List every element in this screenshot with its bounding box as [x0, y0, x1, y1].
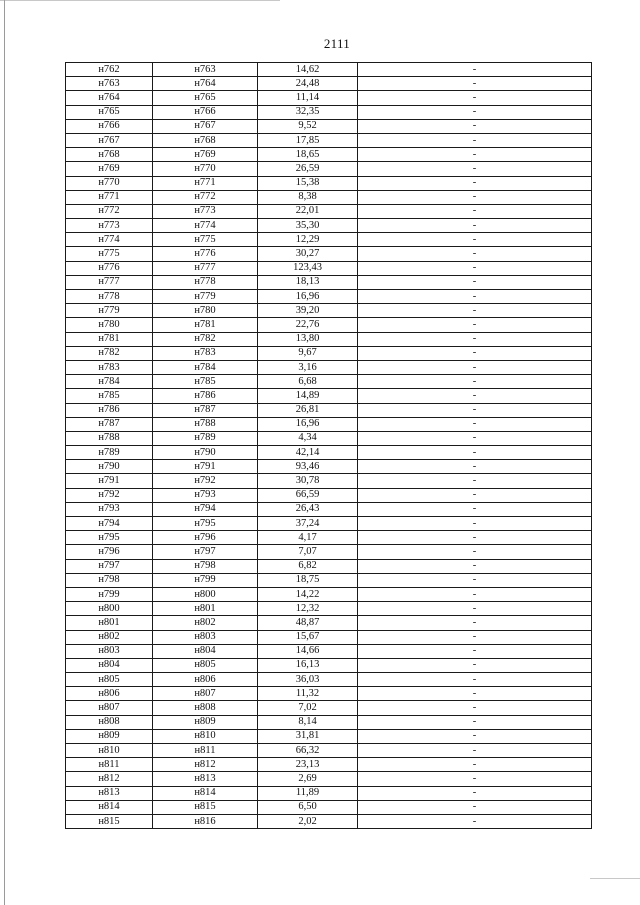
distance-cell: 3,16 [258, 360, 358, 374]
from-point-cell: н806 [66, 687, 153, 701]
note-cell: - [358, 814, 592, 828]
note-cell: - [358, 176, 592, 190]
table-row [66, 389, 592, 403]
from-point-cell: н788 [66, 431, 153, 445]
table-row [66, 630, 592, 644]
from-point-cell: н764 [66, 91, 153, 105]
to-point-cell: н815 [153, 800, 258, 814]
note-cell: - [358, 758, 592, 772]
from-point-cell: н763 [66, 77, 153, 91]
distance-cell: 14,66 [258, 644, 358, 658]
from-point-cell: н799 [66, 587, 153, 601]
to-point-cell: н764 [153, 77, 258, 91]
note-cell: - [358, 616, 592, 630]
note-cell: - [358, 630, 592, 644]
note-cell: - [358, 332, 592, 346]
note-cell: - [358, 360, 592, 374]
distance-cell: 11,32 [258, 687, 358, 701]
distance-cell: 4,17 [258, 531, 358, 545]
to-point-cell: н816 [153, 814, 258, 828]
from-point-cell: н773 [66, 219, 153, 233]
to-point-cell: н798 [153, 559, 258, 573]
distance-cell: 14,22 [258, 587, 358, 601]
distance-cell: 22,76 [258, 318, 358, 332]
table-row [66, 261, 592, 275]
distance-cell: 16,13 [258, 658, 358, 672]
distance-cell: 30,78 [258, 474, 358, 488]
to-point-cell: н811 [153, 744, 258, 758]
distance-cell: 17,85 [258, 133, 358, 147]
from-point-cell: н775 [66, 247, 153, 261]
note-cell: - [358, 446, 592, 460]
note-cell: - [358, 602, 592, 616]
distance-cell: 42,14 [258, 446, 358, 460]
table-row [66, 800, 592, 814]
table-row [66, 772, 592, 786]
scan-edge-left [4, 0, 5, 905]
table-row [66, 814, 592, 828]
from-point-cell: н782 [66, 346, 153, 360]
note-cell: - [358, 219, 592, 233]
table-row [66, 502, 592, 516]
table-row [66, 332, 592, 346]
distance-cell: 15,67 [258, 630, 358, 644]
to-point-cell: н808 [153, 701, 258, 715]
to-point-cell: н788 [153, 417, 258, 431]
table-row [66, 403, 592, 417]
note-cell: - [358, 290, 592, 304]
note-cell: - [358, 431, 592, 445]
table-row [66, 176, 592, 190]
note-cell: - [358, 502, 592, 516]
table-row [66, 304, 592, 318]
table-row [66, 63, 592, 77]
table-row [66, 587, 592, 601]
table-row [66, 786, 592, 800]
table-row [66, 162, 592, 176]
table-row [66, 701, 592, 715]
note-cell: - [358, 517, 592, 531]
distance-cell: 14,89 [258, 389, 358, 403]
table-row [66, 360, 592, 374]
to-point-cell: н771 [153, 176, 258, 190]
note-cell: - [358, 275, 592, 289]
from-point-cell: н766 [66, 119, 153, 133]
table-row [66, 559, 592, 573]
distance-cell: 4,34 [258, 431, 358, 445]
table-row [66, 133, 592, 147]
table-row [66, 687, 592, 701]
note-cell: - [358, 786, 592, 800]
from-point-cell: н787 [66, 417, 153, 431]
to-point-cell: н787 [153, 403, 258, 417]
distance-cell: 31,81 [258, 729, 358, 743]
distance-cell: 11,14 [258, 91, 358, 105]
from-point-cell: н813 [66, 786, 153, 800]
note-cell: - [358, 91, 592, 105]
to-point-cell: н768 [153, 133, 258, 147]
note-cell: - [358, 673, 592, 687]
from-point-cell: н796 [66, 545, 153, 559]
to-point-cell: н775 [153, 233, 258, 247]
table-row [66, 417, 592, 431]
to-point-cell: н776 [153, 247, 258, 261]
from-point-cell: н800 [66, 602, 153, 616]
distance-cell: 8,38 [258, 190, 358, 204]
note-cell: - [358, 261, 592, 275]
to-point-cell: н807 [153, 687, 258, 701]
from-point-cell: н797 [66, 559, 153, 573]
note-cell: - [358, 247, 592, 261]
from-point-cell: н805 [66, 673, 153, 687]
note-cell: - [358, 304, 592, 318]
to-point-cell: н785 [153, 375, 258, 389]
note-cell: - [358, 63, 592, 77]
from-point-cell: н792 [66, 488, 153, 502]
note-cell: - [358, 701, 592, 715]
table-row [66, 715, 592, 729]
note-cell: - [358, 403, 592, 417]
from-point-cell: н795 [66, 531, 153, 545]
note-cell: - [358, 559, 592, 573]
note-cell: - [358, 531, 592, 545]
from-point-cell: н786 [66, 403, 153, 417]
from-point-cell: н779 [66, 304, 153, 318]
to-point-cell: н778 [153, 275, 258, 289]
to-point-cell: н789 [153, 431, 258, 445]
from-point-cell: н774 [66, 233, 153, 247]
from-point-cell: н762 [66, 63, 153, 77]
table-row [66, 474, 592, 488]
distance-cell: 12,32 [258, 602, 358, 616]
note-cell: - [358, 729, 592, 743]
note-cell: - [358, 233, 592, 247]
distance-cell: 8,14 [258, 715, 358, 729]
to-point-cell: н784 [153, 360, 258, 374]
from-point-cell: н809 [66, 729, 153, 743]
from-point-cell: н810 [66, 744, 153, 758]
to-point-cell: н765 [153, 91, 258, 105]
table-row [66, 744, 592, 758]
table-row [66, 275, 592, 289]
from-point-cell: н765 [66, 105, 153, 119]
table-row [66, 616, 592, 630]
from-point-cell: н783 [66, 360, 153, 374]
distance-cell: 12,29 [258, 233, 358, 247]
from-point-cell: н804 [66, 658, 153, 672]
distance-cell: 18,13 [258, 275, 358, 289]
table-row [66, 346, 592, 360]
from-point-cell: н771 [66, 190, 153, 204]
table-row [66, 190, 592, 204]
table-row [66, 545, 592, 559]
from-point-cell: н776 [66, 261, 153, 275]
from-point-cell: н811 [66, 758, 153, 772]
distance-cell: 6,50 [258, 800, 358, 814]
distance-cell: 37,24 [258, 517, 358, 531]
table-row [66, 247, 592, 261]
from-point-cell: н815 [66, 814, 153, 828]
table-row [66, 488, 592, 502]
to-point-cell: н796 [153, 531, 258, 545]
from-point-cell: н791 [66, 474, 153, 488]
distance-cell: 9,67 [258, 346, 358, 360]
distance-cell: 23,13 [258, 758, 358, 772]
to-point-cell: н806 [153, 673, 258, 687]
to-point-cell: н812 [153, 758, 258, 772]
to-point-cell: н814 [153, 786, 258, 800]
distance-cell: 15,38 [258, 176, 358, 190]
to-point-cell: н786 [153, 389, 258, 403]
to-point-cell: н779 [153, 290, 258, 304]
distance-cell: 123,43 [258, 261, 358, 275]
note-cell: - [358, 346, 592, 360]
table-row [66, 148, 592, 162]
note-cell: - [358, 119, 592, 133]
table-row [66, 644, 592, 658]
distance-cell: 11,89 [258, 786, 358, 800]
note-cell: - [358, 389, 592, 403]
to-point-cell: н813 [153, 772, 258, 786]
table-row [66, 431, 592, 445]
from-point-cell: н812 [66, 772, 153, 786]
distance-cell: 14,62 [258, 63, 358, 77]
from-point-cell: н814 [66, 800, 153, 814]
table-row [66, 517, 592, 531]
scan-edge-bottom [590, 878, 640, 879]
distance-cell: 22,01 [258, 204, 358, 218]
note-cell: - [358, 644, 592, 658]
distance-cell: 18,75 [258, 573, 358, 587]
table-row [66, 758, 592, 772]
to-point-cell: н767 [153, 119, 258, 133]
distance-cell: 32,35 [258, 105, 358, 119]
table-row [66, 729, 592, 743]
to-point-cell: н800 [153, 587, 258, 601]
from-point-cell: н803 [66, 644, 153, 658]
from-point-cell: н780 [66, 318, 153, 332]
note-cell: - [358, 318, 592, 332]
to-point-cell: н799 [153, 573, 258, 587]
distance-cell: 2,69 [258, 772, 358, 786]
from-point-cell: н801 [66, 616, 153, 630]
to-point-cell: н797 [153, 545, 258, 559]
to-point-cell: н802 [153, 616, 258, 630]
from-point-cell: н767 [66, 133, 153, 147]
note-cell: - [358, 77, 592, 91]
to-point-cell: н794 [153, 502, 258, 516]
distance-cell: 36,03 [258, 673, 358, 687]
distance-cell: 7,02 [258, 701, 358, 715]
distance-cell: 26,59 [258, 162, 358, 176]
distance-cell: 13,80 [258, 332, 358, 346]
table-body [66, 63, 592, 829]
distance-cell: 35,30 [258, 219, 358, 233]
distance-cell: 2,02 [258, 814, 358, 828]
table-row [66, 375, 592, 389]
table-row [66, 233, 592, 247]
page-number: 2111 [323, 36, 351, 51]
to-point-cell: н793 [153, 488, 258, 502]
note-cell: - [358, 573, 592, 587]
to-point-cell: н791 [153, 460, 258, 474]
from-point-cell: н777 [66, 275, 153, 289]
distance-cell: 9,52 [258, 119, 358, 133]
table-row [66, 460, 592, 474]
table-row [66, 91, 592, 105]
from-point-cell: н802 [66, 630, 153, 644]
from-point-cell: н789 [66, 446, 153, 460]
from-point-cell: н785 [66, 389, 153, 403]
to-point-cell: н780 [153, 304, 258, 318]
from-point-cell: н798 [66, 573, 153, 587]
distance-cell: 66,32 [258, 744, 358, 758]
to-point-cell: н773 [153, 204, 258, 218]
note-cell: - [358, 488, 592, 502]
table-row [66, 573, 592, 587]
to-point-cell: н809 [153, 715, 258, 729]
note-cell: - [358, 133, 592, 147]
note-cell: - [358, 460, 592, 474]
note-cell: - [358, 772, 592, 786]
table-row [66, 290, 592, 304]
from-point-cell: н781 [66, 332, 153, 346]
note-cell: - [358, 148, 592, 162]
from-point-cell: н772 [66, 204, 153, 218]
table-row [66, 77, 592, 91]
note-cell: - [358, 190, 592, 204]
from-point-cell: н807 [66, 701, 153, 715]
to-point-cell: н790 [153, 446, 258, 460]
from-point-cell: н794 [66, 517, 153, 531]
from-point-cell: н770 [66, 176, 153, 190]
to-point-cell: н805 [153, 658, 258, 672]
to-point-cell: н774 [153, 219, 258, 233]
from-point-cell: н784 [66, 375, 153, 389]
distance-cell: 16,96 [258, 290, 358, 304]
to-point-cell: н801 [153, 602, 258, 616]
table-row [66, 318, 592, 332]
from-point-cell: н808 [66, 715, 153, 729]
distance-cell: 6,82 [258, 559, 358, 573]
to-point-cell: н803 [153, 630, 258, 644]
to-point-cell: н810 [153, 729, 258, 743]
to-point-cell: н770 [153, 162, 258, 176]
to-point-cell: н763 [153, 63, 258, 77]
note-cell: - [358, 162, 592, 176]
to-point-cell: н769 [153, 148, 258, 162]
note-cell: - [358, 800, 592, 814]
scan-edge-top [0, 0, 280, 1]
distance-cell: 26,81 [258, 403, 358, 417]
table-row [66, 602, 592, 616]
to-point-cell: н795 [153, 517, 258, 531]
note-cell: - [358, 744, 592, 758]
to-point-cell: н777 [153, 261, 258, 275]
note-cell: - [358, 375, 592, 389]
boundary-segments-table [65, 62, 592, 829]
table-row [66, 658, 592, 672]
note-cell: - [358, 545, 592, 559]
to-point-cell: н766 [153, 105, 258, 119]
to-point-cell: н772 [153, 190, 258, 204]
distance-cell: 18,65 [258, 148, 358, 162]
distance-cell: 7,07 [258, 545, 358, 559]
note-cell: - [358, 587, 592, 601]
note-cell: - [358, 658, 592, 672]
note-cell: - [358, 417, 592, 431]
distance-cell: 16,96 [258, 417, 358, 431]
distance-cell: 6,68 [258, 375, 358, 389]
note-cell: - [358, 687, 592, 701]
note-cell: - [358, 715, 592, 729]
distance-cell: 24,48 [258, 77, 358, 91]
note-cell: - [358, 105, 592, 119]
table-row [66, 119, 592, 133]
table-row [66, 531, 592, 545]
table-row [66, 204, 592, 218]
distance-cell: 66,59 [258, 488, 358, 502]
to-point-cell: н792 [153, 474, 258, 488]
from-point-cell: н790 [66, 460, 153, 474]
from-point-cell: н769 [66, 162, 153, 176]
distance-cell: 48,87 [258, 616, 358, 630]
from-point-cell: н793 [66, 502, 153, 516]
from-point-cell: н778 [66, 290, 153, 304]
to-point-cell: н804 [153, 644, 258, 658]
to-point-cell: н781 [153, 318, 258, 332]
table-row [66, 105, 592, 119]
to-point-cell: н783 [153, 346, 258, 360]
distance-cell: 30,27 [258, 247, 358, 261]
distance-cell: 93,46 [258, 460, 358, 474]
from-point-cell: н768 [66, 148, 153, 162]
table-row [66, 673, 592, 687]
note-cell: - [358, 204, 592, 218]
note-cell: - [358, 474, 592, 488]
distance-cell: 26,43 [258, 502, 358, 516]
to-point-cell: н782 [153, 332, 258, 346]
table-row [66, 446, 592, 460]
table-row [66, 219, 592, 233]
distance-cell: 39,20 [258, 304, 358, 318]
